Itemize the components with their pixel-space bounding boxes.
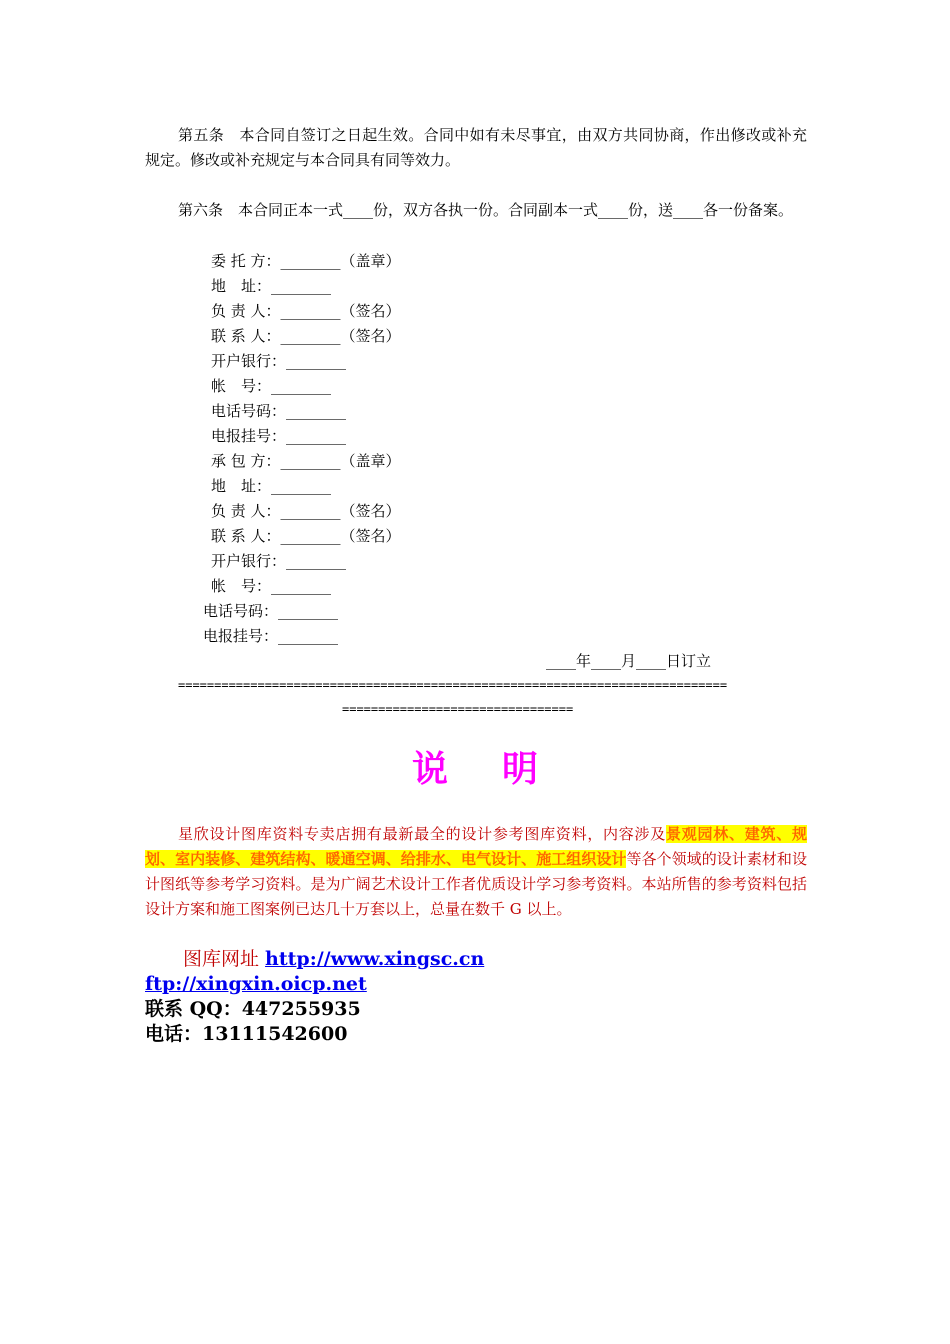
contractor-account: 帐 号：________ [211, 577, 332, 595]
site-label: 图库网址 [183, 948, 266, 970]
client-bank: 开户银行：________ [211, 352, 347, 370]
phone-contact: 电话：13111542600 [145, 1023, 348, 1045]
contractor-contact-person: 联 系 人：________（签名） [211, 527, 401, 545]
ftp-link[interactable]: ftp://xingxin.oicp.net [145, 973, 367, 995]
contractor-responsible-person: 负 责 人：________（签名） [211, 502, 401, 520]
contractor-phone: 电话号码：________ [203, 602, 339, 620]
article-6: 第六条 本合同正本一式____份，双方各执一份。合同副本一式____份，送____各一份备案。 [178, 201, 794, 219]
qq-contact: 联系 QQ：447255935 [145, 998, 361, 1020]
site-link[interactable]: http://www.xingsc.cn [265, 948, 485, 970]
notice-highlight: 景观园林、建筑、规划、室内装修、建筑结构、暖通空调、给排水、电气设计、施工组织设计 [145, 825, 807, 868]
signing-date: ____年____月____日订立 [546, 652, 712, 670]
contractor-bank: 开户银行：________ [211, 552, 347, 570]
contractor-party: 承 包 方：________（盖章） [211, 452, 401, 470]
article-5: 第五条 本合同自签订之日起生效。合同中如有未尽事宜，由双方共同协商，作出修改或补充规定。修改或补充规定与本合同具有同等效力。 [145, 126, 807, 169]
separator-line-1: ============================================================================ [178, 678, 728, 692]
client-telegraph: 电报挂号：________ [211, 427, 347, 445]
contractor-address: 地 址：________ [211, 477, 332, 495]
client-party: 委 托 方：________（盖章） [211, 252, 401, 270]
ftp-line [145, 972, 367, 996]
notice-paragraph [145, 822, 807, 922]
site-line [183, 947, 484, 971]
client-responsible-person: 负 责 人：________（签名） [211, 302, 401, 320]
notice-text-before: 星欣设计图库资料专卖店拥有最新最全的设计参考图库资料，内容涉及 [178, 825, 667, 843]
client-contact-person: 联 系 人：________（签名） [211, 327, 401, 345]
client-address: 地 址：________ [211, 277, 332, 295]
client-phone: 电话号码：________ [211, 402, 347, 420]
contractor-telegraph: 电报挂号：________ [203, 627, 339, 645]
notice-heading: 说明 [411, 749, 592, 790]
separator-line-2: ================================ [342, 702, 574, 716]
notice-text-after: 等各个领域的设计素材和设计图纸等参考学习资料。是为广阔艺术设计工作者优质设计学习参考资料。本站所售的参考资料包括设计方案和施工图案例已达几十万套以上，总量在数千 G 以上。 [145, 850, 807, 918]
client-account: 帐 号：________ [211, 377, 332, 395]
